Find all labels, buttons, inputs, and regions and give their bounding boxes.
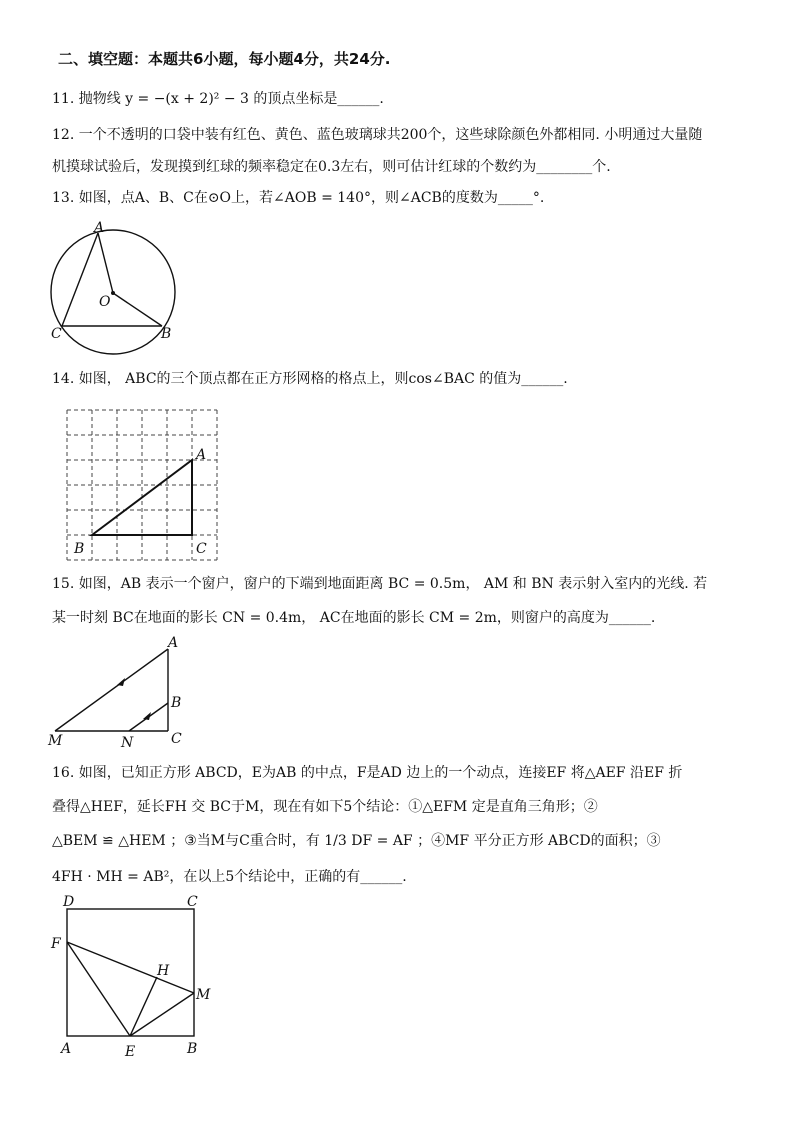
section-header: 二、填空题：本题共6小题，每小题4分，共24分. [58,50,391,68]
label-N: N [121,735,134,750]
label-B: B [187,1041,198,1057]
question-16-line1: 16. 如图，已知正方形 ABCD，E为AB 的中点，F是AD 边上的一个动点，连接EF 将△AEF 沿EF 折 [52,765,683,781]
label-A: A [61,1041,72,1057]
label-E: E [125,1044,136,1060]
question-15-line2: 某一时刻 BC在地面的影长 CN = 0.4m， AC在地面的影长 CM = 2m，则窗户的高度为______. [52,610,656,626]
label-C: C [51,326,62,342]
question-11: 11. 抛物线 y = −(x + 2)² − 3 的顶点坐标是______. [52,91,384,107]
label-C: C [187,894,198,910]
question-13: 13. 如图，点A、B、C在⊙O上，若∠AOB = 140°，则∠ACB的度数为_____°. [52,190,545,206]
label-C: C [196,541,207,557]
label-C: C [171,731,182,747]
question-16-line4: 4FH · MH = AB²，在以上5个结论中，正确的有______. [52,869,407,885]
label-M: M [48,733,63,749]
label-B: B [171,695,182,711]
label-M: M [196,987,211,1003]
label-A: A [196,447,207,463]
figure-15-window [45,635,195,750]
question-12-line2: 机摸球试验后，发现摸到红球的频率稳定在0.3左右，则可估计红球的个数约为________个. [52,159,611,175]
question-12-line1: 12. 一个不透明的口袋中装有红色、黄色、蓝色玻璃球共200个，这些球除颜色外都相同. 小明通过大量随 [52,127,703,143]
question-15-line1: 15. 如图，AB 表示一个窗户，窗户的下端到地面距离 BC = 0.5m， AM 和 BN 表示射入室内的光线. 若 [52,576,708,592]
question-14: 14. 如图， ABC的三个顶点都在正方形网格的格点上，则cos∠BAC 的值为______. [52,371,568,387]
figure-16-square [45,890,230,1065]
label-O: O [99,294,111,310]
label-B: B [161,326,172,342]
label-A: A [168,635,179,651]
question-16-line3: △BEM ≌ △HEM ；③当M与C重合时，有 1/3 DF = AF ；④MF 平分正方形 ABCD的面积；③ [52,833,661,849]
label-B: B [74,541,85,557]
label-D: D [63,894,75,910]
figure-13-circle [45,218,185,358]
figure-14-grid [60,405,230,565]
question-16-line2: 叠得△HEF，延长FH 交 BC于M，现在有如下5个结论：①△EFM 定是直角三角形；② [52,799,598,815]
label-A: A [94,220,105,236]
label-H: H [157,963,170,979]
label-F: F [51,936,61,952]
